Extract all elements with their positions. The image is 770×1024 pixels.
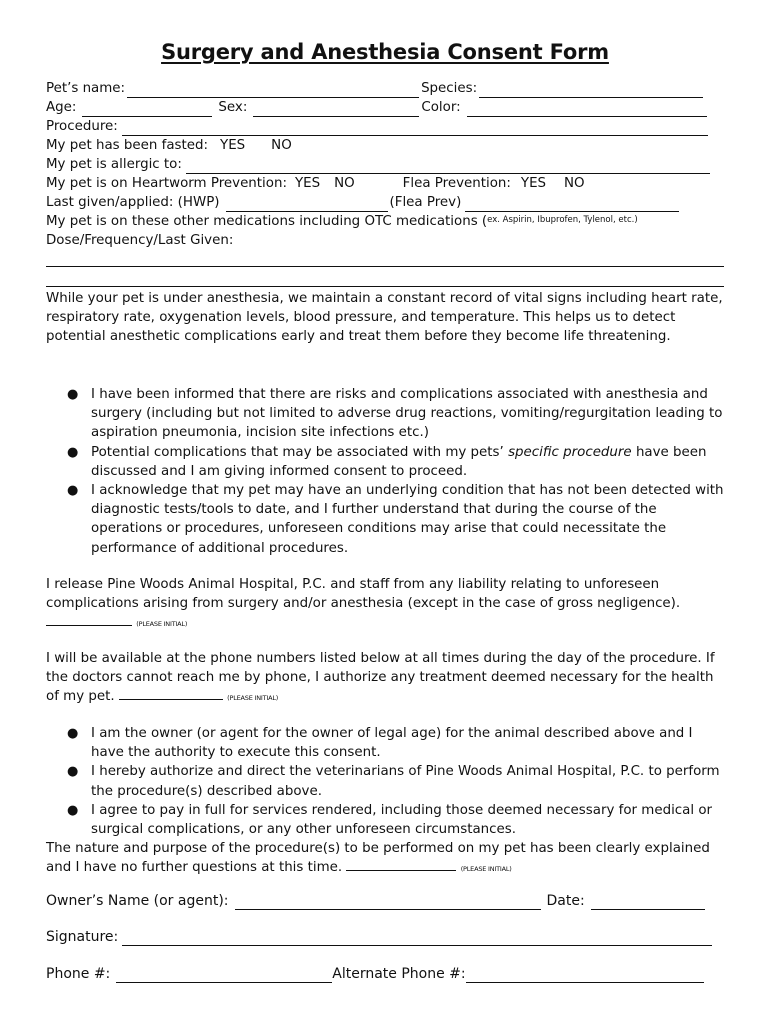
nature-text: The nature and purpose of the procedure(s) to be performed on my pet has been clearly explained and I have no further questions at this time. [46, 841, 710, 876]
intro-text: While your pet is under anesthesia, we maintain a constant record of vital signs including heart rate, respiratory rate, oxygenation levels, blood pressure, and temperature. This helps us to detect potential anesthetic complications early and treat them before they become life threatening. [46, 291, 723, 345]
phone-availability-text: I will be available at the phone numbers listed below at all times during the day of the procedure. If the doctors cannot reach me by phone, I authorize any treatment deemed necessary for the health of my pet. [46, 651, 715, 705]
last-given-hwp-field[interactable] [226, 197, 388, 212]
fasted-no-option[interactable]: NO [271, 138, 292, 153]
pet-name-label: Pet’s name: [46, 81, 126, 96]
release-paragraph [46, 575, 726, 635]
other-meds-label: My pet is on these other medications including OTC medications ( [46, 214, 488, 229]
please-initial-note: (PLEASE INITIAL) [136, 620, 188, 629]
other-meds-row [46, 213, 638, 231]
allergic-row [46, 156, 712, 174]
fasted-row [46, 137, 292, 155]
alt-phone-label: Alternate Phone #: [332, 966, 466, 982]
list-item [46, 385, 726, 443]
color-label: Color: [421, 100, 461, 115]
list-item [46, 481, 726, 558]
bullet-text: I agree to pay in full for services rendered, including those deemed necessary for medical or surgical complications, or any other unforeseen circumstances. [91, 802, 713, 838]
other-meds-example: ex. Aspirin, Ibuprofen, Tylenol, etc.) [487, 215, 638, 225]
bullet-icon: ● [67, 802, 79, 818]
heartworm-yes-option[interactable]: YES [294, 176, 321, 191]
date-label: Date: [546, 893, 585, 909]
phone-label: Phone #: [46, 966, 111, 982]
procedure-label: Procedure: [46, 119, 118, 134]
flea-prev-label: (Flea Prev) [389, 195, 462, 210]
date-field[interactable] [591, 895, 705, 910]
signature-field[interactable] [122, 931, 712, 946]
alt-phone-field[interactable] [466, 968, 704, 983]
release-text: I release Pine Woods Animal Hospital, P.C. and staff from any liability relating to unforeseen complications arising from surgery and/or anesthesia (except in the case of gross negligence). [46, 577, 681, 612]
list-item [46, 724, 726, 762]
pet-name-row [46, 80, 705, 98]
flea-no-option[interactable]: NO [564, 176, 585, 191]
nature-initial-field[interactable] [346, 858, 456, 871]
bullet-icon: ● [67, 483, 79, 499]
color-field[interactable] [467, 102, 707, 117]
dose-label: Dose/Frequency/Last Given: [46, 233, 234, 248]
sex-field[interactable] [253, 102, 419, 117]
age-label: Age: [46, 100, 77, 115]
procedure-field[interactable] [122, 121, 708, 136]
heartworm-label: My pet is on Heartworm Prevention: [46, 176, 287, 191]
bullet-text: Potential complications that may be associated with my pets’ [91, 444, 504, 460]
nature-paragraph [46, 839, 726, 879]
bullet-text: I acknowledge that my pet may have an underlying condition that has not been detected with diagnostic tests/tools to date, and I further understand that during the course of the operations or procedures, unforeseen conditions may arise that could necessitate the performance of additional procedures. [91, 483, 724, 556]
phone-initial-field[interactable] [119, 687, 223, 700]
flea-prev-field[interactable] [465, 197, 679, 212]
phone-field[interactable] [116, 968, 332, 983]
owner-name-row [46, 892, 707, 910]
age-field[interactable] [82, 102, 212, 117]
signature-row [46, 928, 714, 946]
allergic-label: My pet is allergic to: [46, 157, 182, 172]
bullet-text: I have been informed that there are risks and complications associated with anesthesia and surgery (including but not limited to adverse drug reactions, vomiting/regurgitation leading to aspiration pneumonia, incision site infections etc.) [91, 387, 723, 441]
bullet-icon: ● [67, 387, 79, 402]
form-title: Surgery and Anesthesia Consent Form [161, 40, 609, 64]
please-initial-note: (PLEASE INITIAL) [227, 694, 279, 703]
bullet-text: I hereby authorize and direct the veterinarians of Pine Woods Animal Hospital, P.C. to perform the procedure(s) described above. [91, 764, 720, 799]
signature-label: Signature: [46, 929, 119, 945]
owner-name-label: Owner’s Name (or agent): [46, 893, 229, 909]
bullet-icon: ● [67, 444, 79, 460]
flea-yes-option[interactable]: YES [520, 176, 547, 191]
bullet-icon: ● [67, 726, 79, 741]
risk-bullets [46, 385, 726, 558]
bullet-italic-text: specific procedure [508, 444, 632, 460]
dose-line-2[interactable] [46, 286, 724, 287]
intro-paragraph [46, 289, 726, 347]
prevention-row [46, 175, 585, 193]
last-given-hwp-label: Last given/applied: (HWP) [46, 195, 220, 210]
flea-label: Flea Prevention: [402, 176, 511, 191]
bullet-text: I am the owner (or agent for the owner of legal age) for the animal described above and I have the authority to execute this consent. [91, 726, 693, 761]
dose-row [46, 232, 233, 250]
owner-name-field[interactable] [235, 895, 541, 910]
list-item [46, 801, 726, 839]
please-initial-note: (PLEASE INITIAL) [460, 865, 512, 874]
fasted-label: My pet has been fasted: [46, 138, 209, 153]
phone-row [46, 965, 706, 983]
phone-availability-paragraph [46, 649, 726, 709]
age-sex-color-row [46, 99, 709, 117]
last-given-row [46, 194, 681, 212]
authorization-bullets [46, 724, 726, 839]
pet-name-field[interactable] [127, 83, 419, 98]
bullet-icon: ● [67, 764, 79, 780]
allergic-field[interactable] [186, 159, 710, 174]
species-field[interactable] [479, 83, 703, 98]
species-label: Species: [421, 81, 478, 96]
bullet-text: have been discussed and I am giving informed consent to proceed. [91, 444, 707, 479]
release-initial-field[interactable] [46, 613, 132, 626]
heartworm-no-option[interactable]: NO [334, 176, 355, 191]
procedure-row [46, 118, 710, 136]
sex-label: Sex: [218, 100, 248, 115]
dose-line-1[interactable] [46, 266, 724, 267]
list-item [46, 443, 726, 481]
list-item [46, 762, 726, 800]
fasted-yes-option[interactable]: YES [220, 138, 246, 153]
